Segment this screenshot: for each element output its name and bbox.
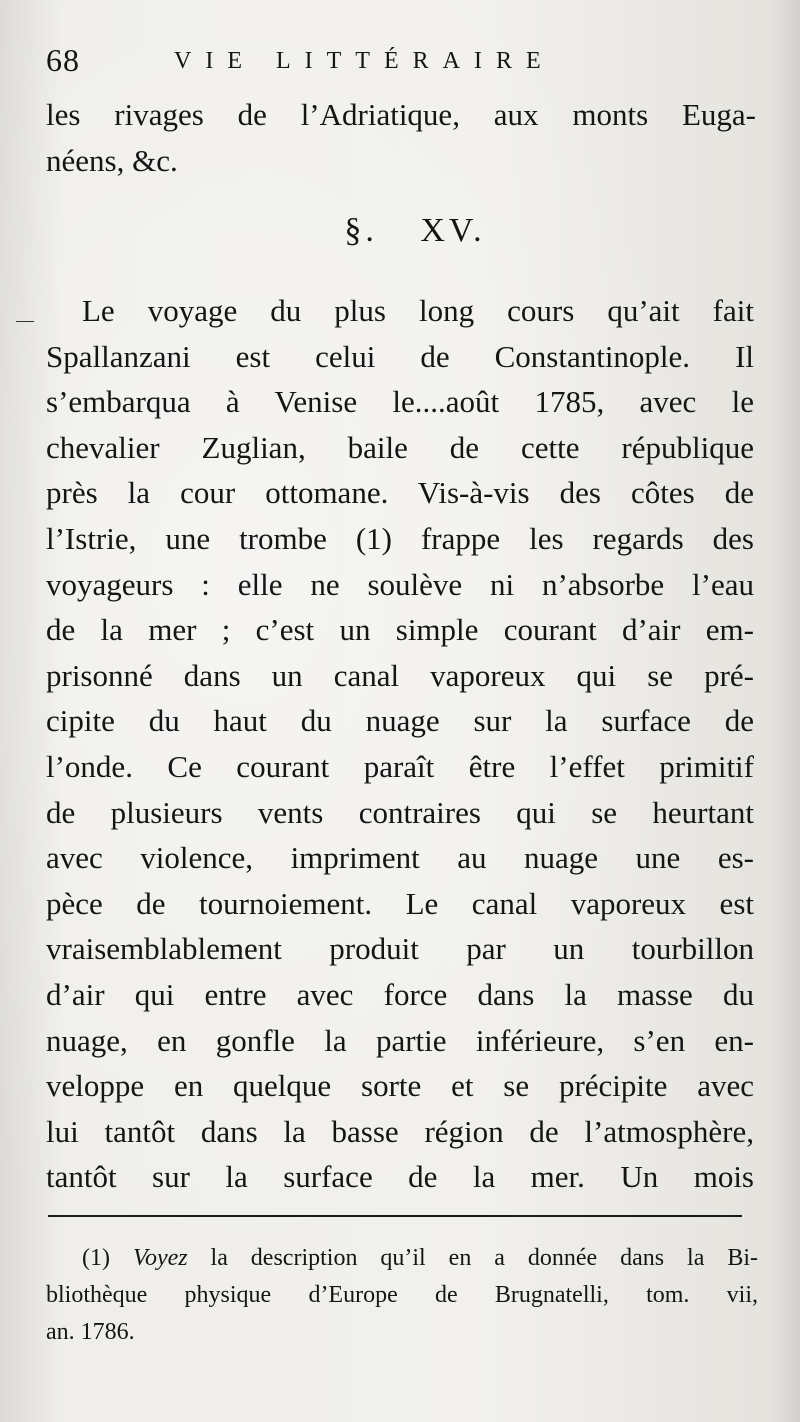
section-symbol: §. — [344, 212, 378, 249]
text-line: Spallanzani est celui de Constantinople. Il — [46, 338, 754, 374]
page-number: 68 — [46, 42, 80, 78]
page-header — [46, 42, 746, 82]
text-line: s’embarqua à Venise le....août 1785, avec le — [46, 384, 754, 420]
text-line: chevalier Zuglian, baile de cette république — [46, 429, 754, 465]
text-line: veloppe en quelque sorte et se précipite avec — [46, 1068, 754, 1104]
footnote-rule — [48, 1215, 742, 1217]
text-line: néens, &c. — [46, 142, 178, 178]
text-line: lui tantôt dans la basse région de l’atmosphère, — [46, 1113, 754, 1149]
text-line: l’Istrie, une trombe (1) frappe les regards des — [46, 520, 754, 556]
section-heading — [0, 212, 800, 250]
text-line: prisonné dans un canal vaporeux qui se pré- — [46, 657, 754, 693]
text-line: nuage, en gonfle la partie inférieure, s’en en- — [46, 1022, 754, 1058]
section-number: XV. — [420, 212, 486, 249]
text-line: pèce de tournoiement. Le canal vaporeux est — [46, 885, 754, 921]
text-line: cipite du haut du nuage sur la surface de — [46, 703, 754, 739]
footnote-line: (1) Voyez la description qu’il en a donnée dans la Bi- — [82, 1245, 758, 1271]
text-line: Le voyage du plus long cours qu’ait fait — [82, 293, 754, 328]
text-line: avec violence, impriment au nuage une es- — [46, 840, 754, 876]
text-line: les rivages de l’Adriatique, aux monts Euga- — [46, 97, 756, 132]
text-line: vraisemblablement produit par un tourbillon — [46, 931, 754, 967]
text-line: tantôt sur la surface de la mer. Un mois — [46, 1159, 754, 1195]
text-line: de plusieurs vents contraires qui se heurtant — [46, 794, 754, 830]
text-line: près la cour ottomane. Vis-à-vis des côtes de — [46, 475, 754, 511]
continuation-text — [46, 92, 756, 183]
footnote — [46, 1240, 758, 1351]
text-line: de la mer ; c’est un simple courant d’air em- — [46, 612, 754, 648]
margin-mark — [16, 321, 34, 322]
footnote-line: bliothèque physique d’Europe de Brugnatelli, tom. vii, — [46, 1282, 758, 1308]
text-line: l’onde. Ce courant paraît être l’effet primitif — [46, 748, 754, 784]
text-line: voyageurs : elle ne soulève ni n’absorbe l’eau — [46, 566, 754, 602]
running-head: VIE LITTÉRAIRE — [174, 48, 555, 74]
footnote-line: an. 1786. — [46, 1319, 135, 1345]
text-line: d’air qui entre avec force dans la masse du — [46, 976, 754, 1012]
section-body — [46, 288, 754, 1200]
